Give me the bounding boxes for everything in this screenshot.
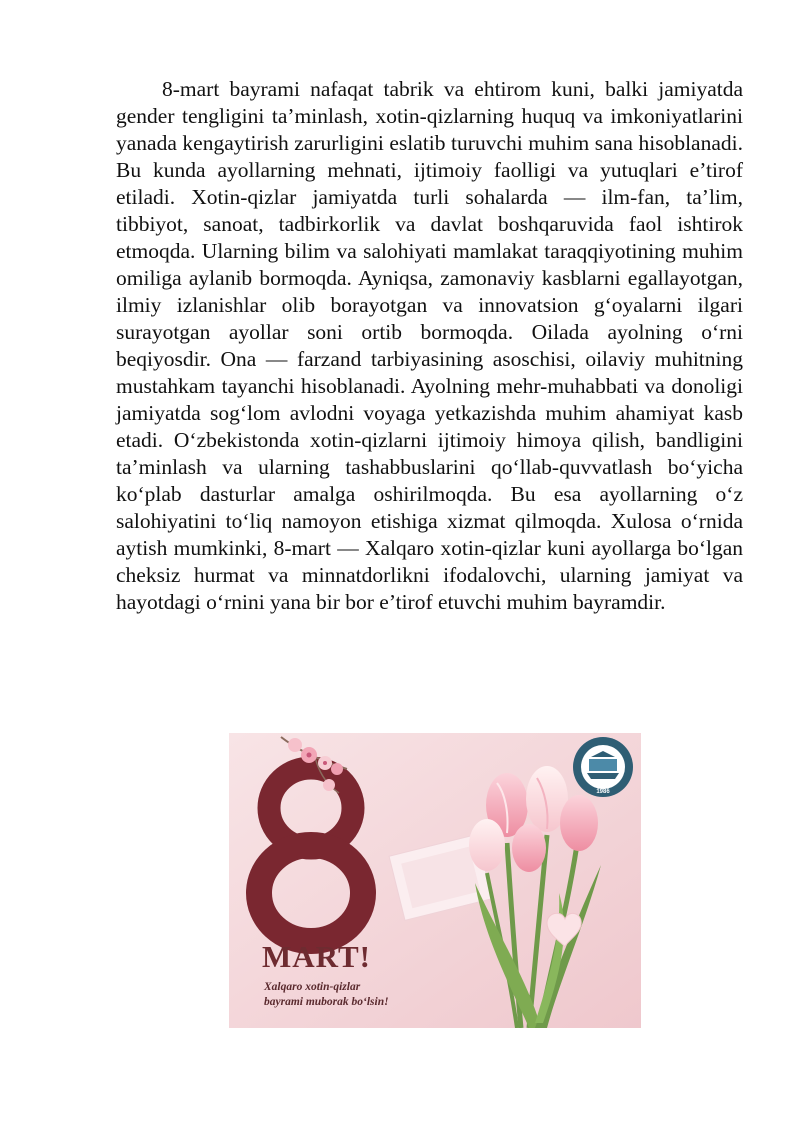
card-greeting [264,980,444,1010]
card-greeting-line1: Xalqaro xotin-qizlar [264,981,361,993]
card-title: MART! [262,939,371,974]
badge-year: 1986 [596,789,610,795]
holiday-greeting-card [229,733,641,1028]
card-greeting-line2: bayrami muborak bo‘lsin! [264,996,389,1008]
body-paragraph: 8-mart bayrami nafaqat tabrik va ehtirom kuni, balki jamiyatda gender tengligini ta’minlash, xotin-qizlarning huquq va imkoniyatlarini yanada kengaytirish zarurligini eslatib turuvchi muhim sana hisoblanadi. Bu kunda ayollarning mehnati, ijtimoiy faolligi va yutuqlari e’tirof etiladi. Xotin-qizlar jamiyatda turli sohalarda — ilm-fan, ta’lim, tibbiyot, sanoat, tadbirkorlik va davlat boshqaruvida faol ishtirok etmoqda. Ularning bilim va salohiyati mamlakat taraqqiyotining muhim omiliga aylanib bormoqda. Ayniqsa, zamonaviy kasblarni egallayotgan, ilmiy izlanishlar olib borayotgan va innovatsion g‘oyalarni ilgari surayotgan ayollar soni ortib bormoqda. Oilada ayolning o‘rni beqiyosdir. Ona — farzand tarbiyasining asoschisi, oilaviy muhitning mustahkam tayanchi hisoblanadi. Ayolning mehr-muhabbati va donoligi jamiyatda sog‘lom avlodni voyaga yetkazishda muhim ahamiyat kasb etadi. O‘zbekistonda xotin-qizlarni ijtimoiy himoya qilish, bandligini ta’minlash va ularning tashabbuslarini qo‘llab-quvvatlash bo‘yicha ko‘plab dasturlar amalga oshirilmoqda. Bu esa ayollarning o‘z salohiyatini to‘liq namoyon etishiga xizmat qilmoqda. Xulosa o‘rnida aytish mumkinki, 8-mart — Xalqaro xotin-qizlar kuni ayollarga bo‘lgan cheksiz hurmat va minnatdorlikni ifodalovchi, ularning jamiyat va hayotdagi o‘rnini yana bir bor e’tirof etuvchi muhim bayramdir. [116,77,743,614]
school-emblem-icon [573,737,633,797]
